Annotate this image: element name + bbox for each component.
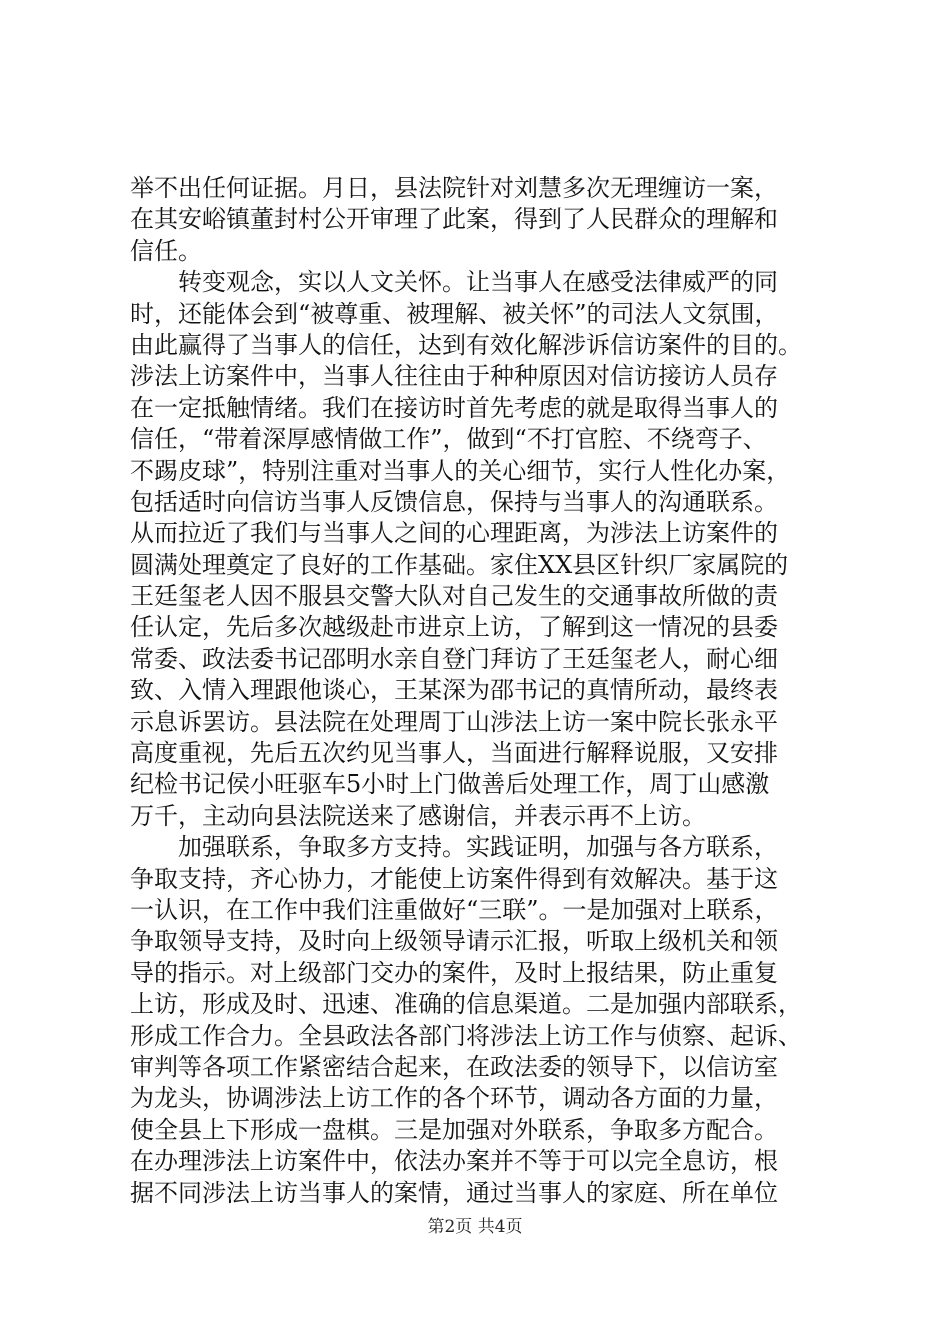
text-line: 审判等各项工作紧密结合起来，在政法委的领导下，以信访室 [130,1052,778,1081]
text-line: 从而拉近了我们与当事人之间的心理距离，为涉法上访案件的 [130,519,778,548]
text-line: 在其安峪镇董封村公开审理了此案，得到了人民群众的理解和 [130,205,778,234]
page-footer [0,1216,950,1238]
text-line: 形成工作合力。全县政法各部门将涉法上访工作与侦察、起诉、 [130,1021,802,1050]
text-line: 使全县上下形成一盘棋。三是加强对外联系，争取多方配合。 [130,1115,778,1144]
text-line: 常委、政法委书记邵明水亲自登门拜访了王廷玺老人，耐心细 [130,644,778,673]
text-line: 争取领导支持，及时向上级领导请示汇报，听取上级机关和领 [130,927,778,956]
text-line: 由此赢得了当事人的信任，达到有效化解涉诉信访案件的目的。 [130,330,802,359]
text-line: 任认定，先后多次越级赴市进京上访，了解到这一情况的县委 [130,613,778,642]
paragraph-start-line: 加强联系，争取多方支持。实践证明，加强与各方联系， [178,833,778,862]
text-line: 举不出任何证据。月日，县法院针对刘慧多次无理缠访一案， [130,174,778,202]
text-line: 在一定抵触情绪。我们在接访时首先考虑的就是取得当事人的 [130,393,778,422]
text-line: 包括适时向信访当事人反馈信息，保持与当事人的沟通联系。 [130,487,778,516]
text-line: 一认识，在工作中我们注重做好“三联”。一是加强对上联系， [130,895,779,924]
body-text [130,173,830,1209]
text-line: 上访，形成及时、迅速、准确的信息渠道。二是加强内部联系， [130,990,802,1019]
text-line: 在办理涉法上访案件中，依法办案并不等于可以完全息访，根 [130,1147,778,1176]
text-line: 据不同涉法上访当事人的案情，通过当事人的家庭、所在单位 [130,1178,778,1207]
text-line: 时，还能体会到“被尊重、被理解、被关怀”的司法人文氛围， [130,299,779,328]
text-line: 信任，“带着深厚感情做工作”，做到“不打官腔、不绕弯子、 [130,425,767,454]
text-line: 示息诉罢访。县法院在处理周丁山涉法上访一案中院长张永平 [130,707,778,736]
text-line: 高度重视，先后五次约见当事人，当面进行解释说服，又安排 [130,739,778,768]
text-line: 导的指示。对上级部门交办的案件，及时上报结果，防止重复 [130,958,778,987]
text-line: 纪检书记侯小旺驱车5小时上门做善后处理工作，周丁山感激 [130,770,770,799]
text-line: 涉法上访案件中，当事人往往由于种种原因对信访接访人员存 [130,362,778,391]
text-line: 圆满处理奠定了良好的工作基础。家住XX县区针织厂家属院的 [130,550,789,579]
paragraph-start-line: 转变观念，实以人文关怀。让当事人在感受法律威严的同 [178,268,778,297]
text-line: 王廷玺老人因不服县交警大队对自己发生的交通事故所做的责 [130,582,778,611]
page-number-label: 第2页 共4页 [427,1217,523,1237]
text-line: 致、入情入理跟他谈心，王某深为邵书记的真情所动，最终表 [130,676,778,705]
text-line: 争取支持，齐心协力，才能使上访案件得到有效解决。基于这 [130,864,778,893]
text-line: 万千，主动向县法院送来了感谢信，并表示再不上访。 [130,801,706,830]
text-line: 为龙头，协调涉法上访工作的各个环节，调动各方面的力量， [130,1084,778,1113]
text-line: 信任。 [130,236,202,265]
text-line: 不踢皮球”，特别注重对当事人的关心细节，实行人性化办案， [130,456,791,485]
